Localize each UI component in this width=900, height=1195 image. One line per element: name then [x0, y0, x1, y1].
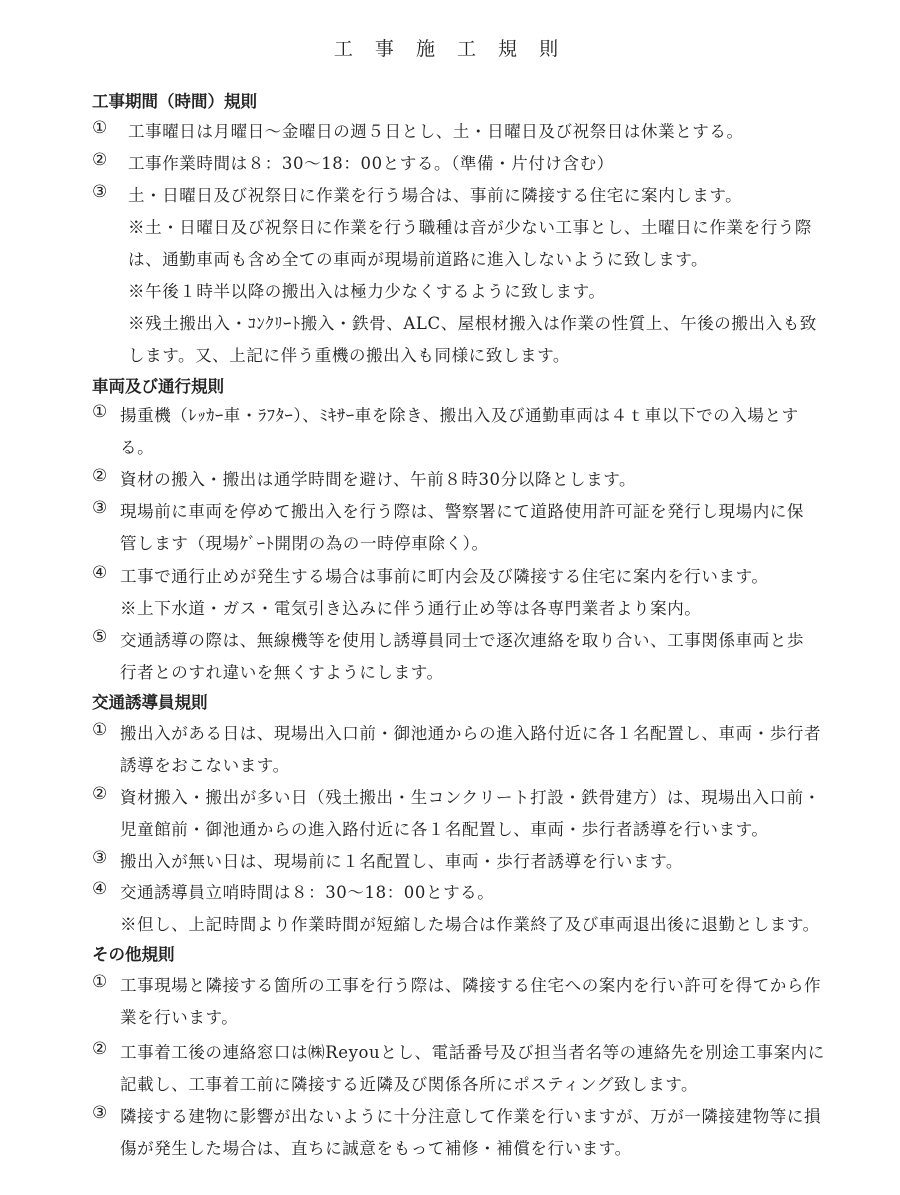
item-text: 工事作業時間は８：30〜18：00とする。（準備・片付け含む）	[128, 154, 614, 173]
item-number: ①	[92, 720, 108, 740]
item-text: 児童館前・御池通からの進入路付近に各１名配置し、車両・歩行者誘導を行います。	[120, 820, 769, 839]
item-text: 傷が発生した場合は、直ちに誠意をもって補修・補償を行います。	[120, 1139, 632, 1158]
item-note: ※残土搬出入・ｺﾝｸﾘｰﾄ搬入・鉄骨、ALC、屋根材搬入は作業の性質上、午後の搬出入も致	[128, 314, 817, 333]
item-text: 誘導をおこないます。	[120, 756, 290, 775]
item-number: ③	[92, 498, 108, 518]
item-note: します。又、上記に伴う重機の搬出入も同様に致します。	[128, 346, 570, 365]
item-number: ③	[92, 182, 108, 202]
item-note: ※土・日曜日及び祝祭日に作業を行う職種は音が少ない工事とし、土曜日に作業を行う際	[128, 218, 812, 237]
section-heading-work-hours: 工事期間（時間）規則	[92, 92, 257, 111]
item-note: ※但し、上記時間より作業時間が短縮した場合は作業終了及び車両退出後に退勤とします。	[120, 915, 820, 934]
section-heading-vehicles: 車両及び通行規則	[92, 377, 224, 396]
section-heading-traffic-guards: 交通誘導員規則	[92, 693, 208, 712]
item-number: ②	[92, 1039, 108, 1059]
item-text: 隣接する建物に影響が出ないように十分注意して作業を行いますが、万が一隣接建物等に損	[120, 1107, 822, 1126]
item-text: 交通誘導の際は、無線機等を使用し誘導員同士で逐次連絡を取り合い、工事関係車両と歩	[120, 631, 804, 650]
item-text: 搬出入が無い日は、現場前に１名配置し、車両・歩行者誘導を行います。	[120, 852, 683, 871]
item-text: 記載し、工事着工前に隣接する近隣及び関係各所にポスティング致します。	[120, 1075, 699, 1094]
item-text: 工事で通行止めが発生する場合は事前に町内会及び隣接する住宅に案内を行います。	[120, 567, 769, 586]
item-text: 交通誘導員立哨時間は８：30〜18：00とする。	[120, 883, 495, 902]
item-number: ④	[92, 563, 108, 583]
item-text: 業を行います。	[120, 1008, 239, 1027]
item-number: ②	[92, 150, 108, 170]
item-text: る。	[120, 438, 155, 457]
item-number: ②	[92, 466, 108, 486]
item-number: ①	[92, 118, 108, 138]
item-number: ②	[92, 784, 108, 804]
item-number: ①	[92, 972, 108, 992]
item-text: 揚重機（ﾚｯｶｰ車・ﾗﾌﾀｰ）、ﾐｷｻｰ車を除き、搬出入及び通勤車両は４ｔ車以下での入場とす	[120, 406, 799, 425]
item-number: ④	[92, 879, 108, 899]
item-text: 資材搬入・搬出が多い日（残土搬出・生コンクリート打設・鉄骨建方）は、現場出入口前・	[120, 788, 821, 807]
item-text: 行者とのすれ違いを無くすようにします。	[120, 663, 444, 682]
item-number: ③	[92, 1103, 108, 1123]
item-text: 資材の搬入・搬出は通学時間を避け、午前８時30分以降とします。	[120, 470, 637, 489]
section-heading-other: その他規則	[92, 945, 175, 964]
item-text: 搬出入がある日は、現場出入口前・御池通からの進入路付近に各１名配置し、車両・歩行者	[120, 724, 822, 743]
item-number: ①	[92, 402, 108, 422]
item-number: ③	[92, 848, 108, 868]
item-text: 工事曜日は月曜日〜金曜日の週５日とし、土・日曜日及び祝祭日は休業とする。	[128, 122, 744, 141]
item-text: 土・日曜日及び祝祭日に作業を行う場合は、事前に隣接する住宅に案内します。	[128, 186, 743, 205]
item-text: 工事着工後の連絡窓口は㈱Reyouとし、電話番号及び担当者名等の連絡先を別途工事案内に	[120, 1043, 825, 1062]
item-text: 現場前に車両を停めて搬出入を行う際は、警察署にて道路使用許可証を発行し現場内に保	[120, 502, 804, 521]
item-number: ⑤	[92, 627, 108, 647]
item-text: 工事現場と隣接する箇所の工事を行う際は、隣接する住宅への案内を行い許可を得てから作	[120, 976, 822, 995]
item-note: ※上下水道・ガス・電気引き込みに伴う通行止め等は各専門業者より案内。	[120, 599, 702, 618]
item-note: は、通勤車両も含め全ての車両が現場前道路に進入しないように致します。	[128, 250, 709, 269]
item-text: 管します（現場ｹﾞｰﾄ開閉の為の一時停車除く）。	[120, 534, 489, 553]
page-title: 工 事 施 工 規 則	[333, 38, 567, 60]
item-note: ※午後１時半以降の搬出入は極力少なくするように致します。	[128, 282, 606, 301]
